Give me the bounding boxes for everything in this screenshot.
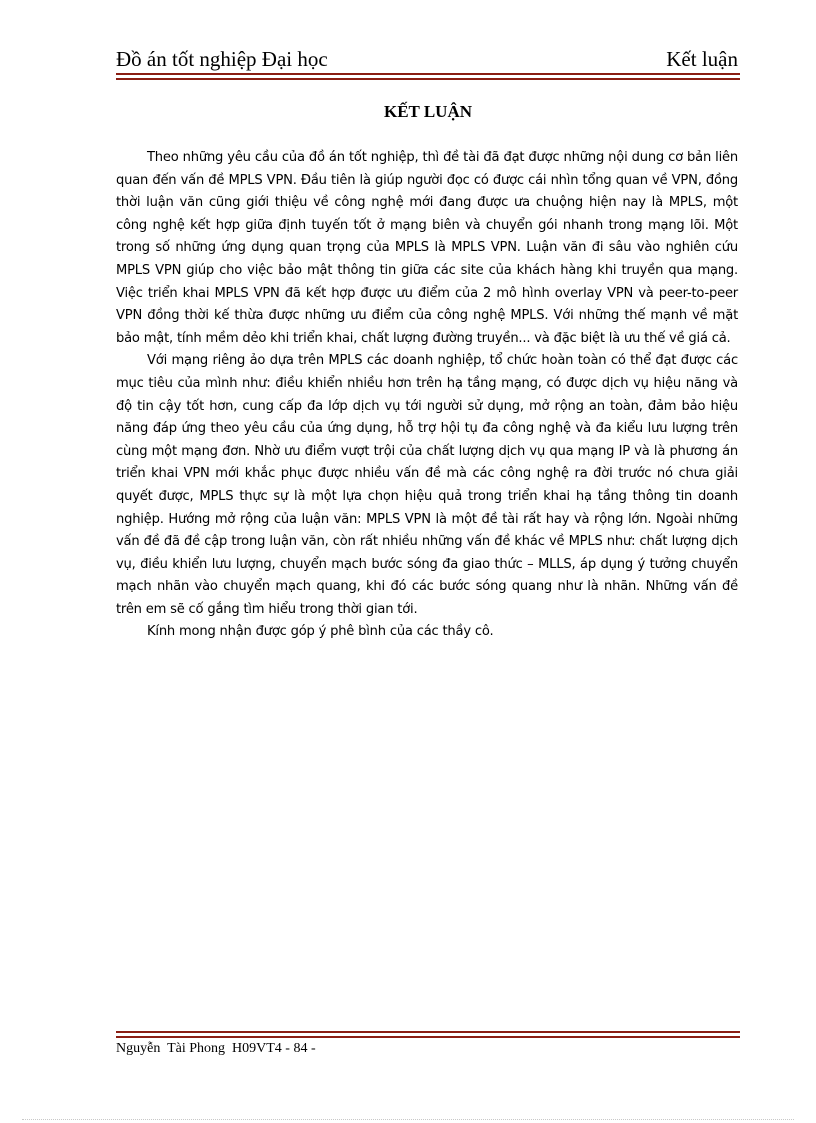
header-double-rule [116,73,740,80]
footer-author: Nguyễn Tài Phong [116,1041,226,1056]
page-footer [116,1040,316,1058]
footer-class: H09VT4 [232,1041,282,1056]
page-header [116,46,738,72]
page-title: KẾT LUẬN [383,102,472,121]
paragraph-benefits: Với mạng riêng ảo dựa trên MPLS các doanh nghiệp, tổ chức hoàn toàn có thể đạt được các mục tiêu của mình như: điều khiển nhiều hơn trên hạ tầng mạng, có được dịch vụ hiệu năng và độ tin cậy tốt hơn, cung cấp đa lớp dịch vụ tới người sử dụng, mở rộng an toàn, đảm bảo hiệu năng đáp ứng theo yêu cầu của ứng dụng, hỗ trợ hội tụ đa công nghệ và đa kiểu lưu lượng trên cùng một mạng đơn. Nhờ ưu điểm vượt trội của chất lượng dịch vụ qua mạng IP và là phương án triển khai VPN mới khắc phục được nhiều vấn đề mà các công nghệ ra đời trước nó chưa giải quyết được, MPLS thực sự là một lựa chọn hiệu quả trong triển khai hạ tầng thông tin doanh nghiệp. Hướng mở rộng của luận văn: MPLS VPN là một đề tài rất hay và rộng lớn. Ngoài những vấn đề đã đề cập trong luận văn, còn rất nhiều những vấn đề khác về MPLS như: chất lượng dịch vụ, điều khiển lưu lượng, chuyển mạch bước sóng đa giao thức – MLLS, áp dụng ý tưởng chuyển mạch nhãn vào chuyển mạch quang, khi đó các bước sóng quang như là nhãn. Những vấn đề trên em sẽ cố gắng tìm hiểu trong thời gian tới. [116,353,738,617]
body-text [116,147,738,644]
paragraph-summary: Theo những yêu cầu của đồ án tốt nghiệp, thì đề tài đã đạt được những nội dung cơ bản liên quan đến vấn đề MPLS VPN. Đầu tiên là giúp người đọc có được cái nhìn tổng quan về VPN, đồng thời luận văn cũng giới thiệu về công nghệ mới đang được ưa chuộng hiện nay là MPLS, một công nghệ kết hợp giữa định tuyến tốt ở mạng biên và chuyển gói nhanh trong mạng lõi. Một trong số những ứng dụng quan trọng của MPLS là MPLS VPN. Luận văn đi sâu vào nghiên cứu MPLS VPN giúp cho việc bảo mật thông tin giữa các site của khách hàng khi truyền qua mạng. Việc triển khai MPLS VPN đã kết hợp được ưu điểm của 2 mô hình overlay VPN và peer-to-peer VPN đồng thời kế thừa được những ưu điểm của công nghệ MPLS. Với những thế mạnh về mặt bảo mật, tính mềm dẻo khi triển khai, chất lượng đường truyền... và đặc biệt là ưu thế về giá cả. [116,150,738,346]
header-chapter: Kết luận [666,47,738,71]
paragraph-closing: Kính mong nhận được góp ý phê bình của các thầy cô. [147,624,494,640]
page-bottom-edge [22,1119,794,1120]
footer-double-rule [116,1031,740,1038]
header-document-type: Đồ án tốt nghiệp Đại học [116,47,328,71]
footer-page-number: - 84 - [285,1041,316,1056]
